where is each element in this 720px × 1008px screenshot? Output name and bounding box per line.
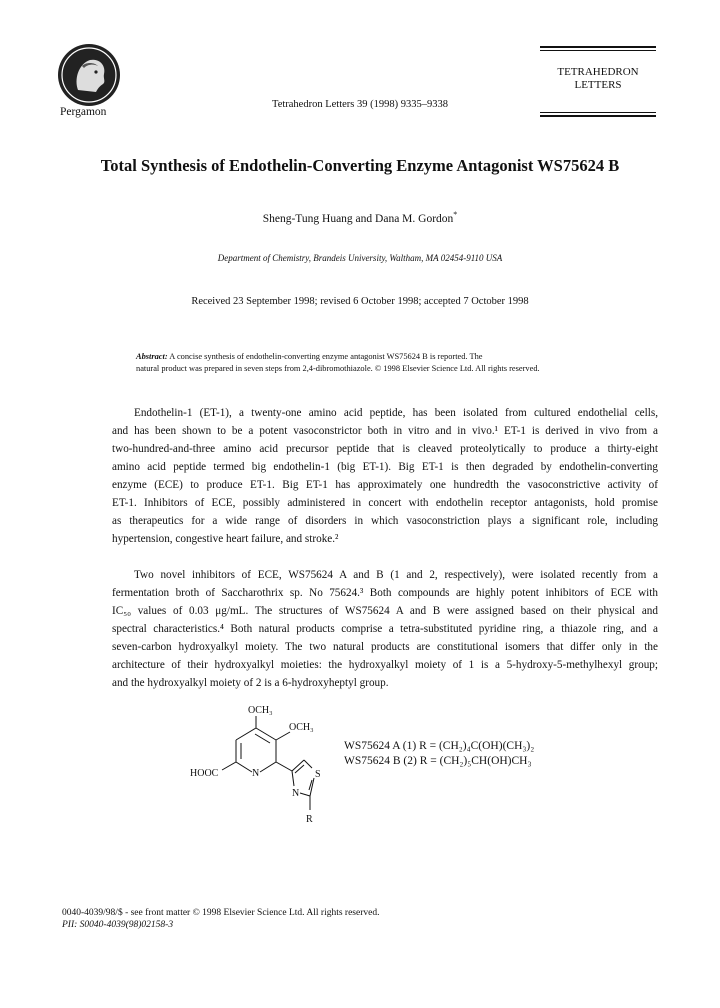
- abstract-line-1: A concise synthesis of endothelin-converting enzyme antagonist WS75624 B is reported. The: [169, 352, 483, 361]
- chemical-structure: [190, 700, 360, 830]
- body-line: Endothelin-1 (ET-1), a twenty-one amino acid peptide, has been isolated from cultured endothelial cells,: [134, 407, 658, 419]
- journal-citation: Tetrahedron Letters 39 (1998) 9335–9338: [272, 99, 448, 110]
- header-rule-bottom-thin: [540, 112, 656, 113]
- body-line: two-hundred-and-three amino acid precursor peptide that is cleaved proteolytically to produce a thirty-eight: [112, 443, 658, 455]
- compound-a: WS75624 A (1) R = (CH₂)₄C(OH)(CH₃)₂: [344, 740, 535, 752]
- corresponding-author-mark: *: [453, 210, 458, 219]
- publisher-name: Pergamon: [60, 106, 107, 118]
- r-group-label: R: [306, 814, 313, 825]
- body-paragraph-2: [112, 566, 658, 692]
- compound-definitions: [344, 739, 534, 769]
- och3-right-label: OCH₃: [289, 722, 314, 733]
- journal-name: [540, 66, 656, 92]
- header-rule-top: [540, 46, 656, 48]
- body-line: hypertension, congestive heart failure, and stroke.²: [112, 533, 339, 545]
- body-line: amino acid peptide termed big endothelin-1 (big ET-1). Big ET-1 is then degraded by endothelin-converting: [112, 461, 658, 473]
- header-rule-bottom: [540, 115, 656, 117]
- body-line: and has been shown to be a potent vasoconstrictor both in vitro and in vivo.¹ ET-1 is derived in vivo from a: [112, 425, 658, 437]
- paper-title: Total Synthesis of Endothelin-Converting Enzyme Antagonist WS75624 B: [100, 156, 620, 175]
- footer-pii: PII: S0040-4039(98)02158-3: [62, 920, 174, 930]
- journal-name-line1: TETRAHEDRON: [557, 66, 639, 78]
- authors: Sheng-Tung Huang and Dana M. Gordon: [262, 212, 454, 225]
- body-line: IC₅₀ values of 0.03 μg/mL. The structures of WS75624 A and B were assigned based on their physical and: [112, 605, 658, 617]
- body-line: Two novel inhibitors of ECE, WS75624 A and B (1 and 2, respectively), were isolated recently from a: [134, 569, 658, 581]
- footer-copyright: 0040-4039/98/$ - see front matter © 1998 Elsevier Science Ltd. All rights reserved.: [62, 908, 380, 918]
- body-line: ET-1. Inhibitors of ECE, possibly administered in concert with endothelin receptor antagonists, hold promise: [112, 497, 658, 509]
- thiazole-s-label: S: [315, 769, 321, 780]
- body-line: architecture of their hydroxyalkyl moieties: the hydroxyalkyl moiety of 1 is a 5-hydroxy-5-methylhexyl group;: [112, 659, 658, 671]
- compound-b: WS75624 B (2) R = (CH₂)₅CH(OH)CH₃: [344, 755, 532, 767]
- och3-top-label: OCH₃: [248, 705, 273, 716]
- body-paragraph-1: [112, 404, 658, 548]
- body-line: as therapeutics for a wide range of disorders in which vasoconstriction plays a significant role, including: [112, 515, 658, 527]
- received-dates: Received 23 September 1998; revised 6 October 1998; accepted 7 October 1998: [191, 296, 529, 307]
- journal-name-line2: LETTERS: [574, 79, 622, 91]
- author-line: [0, 210, 720, 225]
- body-line: seven-carbon hydroxyalkyl moiety. The two natural products are constitutional isomers that differ only in the: [112, 641, 658, 653]
- affiliation: Department of Chemistry, Brandeis University, Waltham, MA 02454-9110 USA: [217, 253, 503, 263]
- body-line: enzyme (ECE) to produce ET-1. Big ET-1 has approximately one hundredth the vasoconstrictive activity of: [112, 479, 658, 491]
- body-line: spectral characteristics.⁴ Both natural products comprise a tetra-substituted pyridine ring, a thiazole ring, and a: [112, 623, 658, 635]
- abstract: [136, 351, 658, 375]
- body-line: fermentation broth of Saccharothrix sp. No 75624.³ Both compounds are highly potent inhibitors of ECE with: [112, 587, 658, 599]
- abstract-line-2: natural product was prepared in seven steps from 2,4-dibromothiazole. © 1998 Elsevier Science Ltd. All rights reserved.: [136, 364, 540, 373]
- pyridine-n-label: N: [252, 768, 260, 779]
- hooc-label: HOOC: [190, 768, 219, 779]
- thiazole-n-label: N: [292, 788, 300, 799]
- footer: [62, 907, 379, 931]
- abstract-label: Abstract:: [136, 352, 168, 361]
- body-line: and the hydroxyalkyl moiety of 2 is a 6-hydroxyheptyl group.: [112, 677, 389, 689]
- header-rule-top-thin: [540, 50, 656, 51]
